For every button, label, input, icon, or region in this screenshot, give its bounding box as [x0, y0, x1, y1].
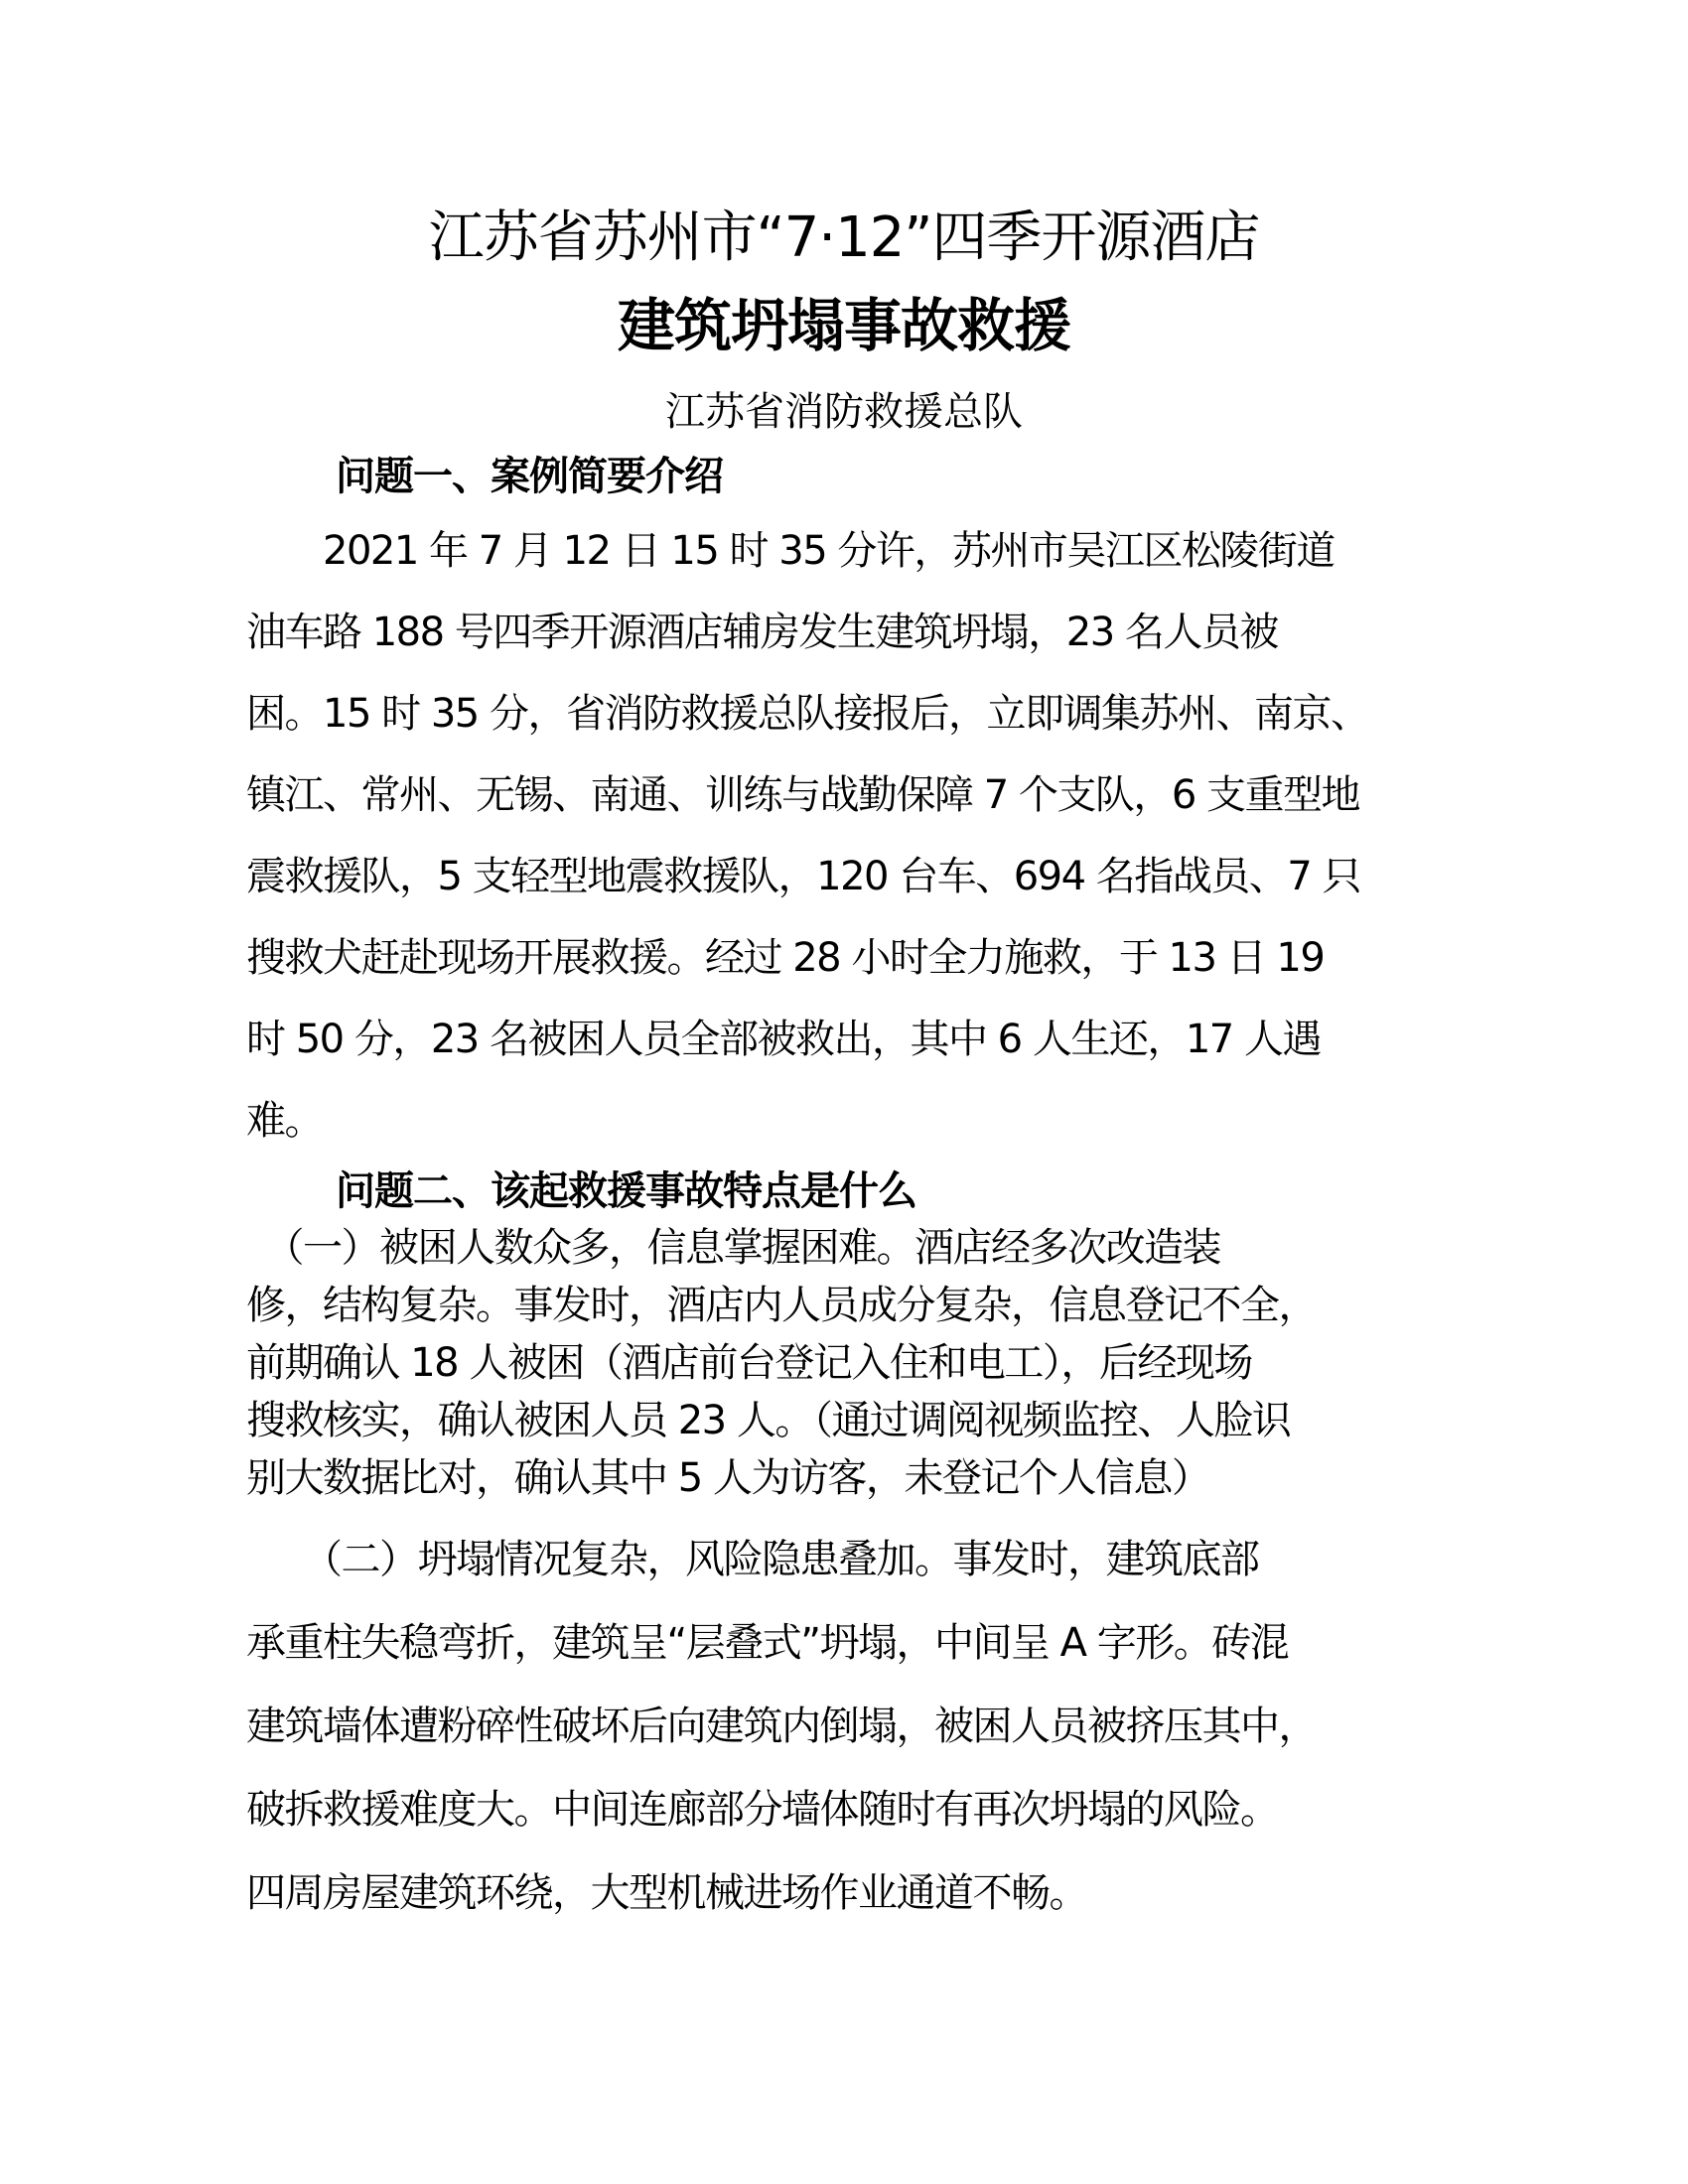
section-2-sub-2-line-3: 建筑墙体遭粉碎性破坏后向建筑内倒塌，被困人员被挤压其中， — [246, 1704, 1317, 1749]
section-1-line-8: 难。 — [246, 1098, 323, 1144]
section-2-sub-1-line-2: 修，结构复杂。事发时，酒店内人员成分复杂，信息登记不全， — [246, 1283, 1317, 1328]
section-1-line-3: 困。15 时 35 分，省消防救援总队接报后，立即调集苏州、南京、 — [246, 691, 1369, 737]
document-author: 江苏省消防救援总队 — [665, 389, 1023, 435]
section-2-heading: 问题二、该起救援事故特点是什么 — [336, 1168, 916, 1214]
section-1-line-2: 油车路 188 号四季开源酒店辅房发生建筑坍塌，23 名人员被 — [246, 610, 1278, 655]
section-2-sub-2-line-4: 破拆救援难度大。中间连廊部分墙体随时有再次坍塌的风险。 — [246, 1787, 1279, 1833]
section-1-line-7: 时 50 分，23 名被困人员全部被救出，其中 6 人生还，17 人遇 — [246, 1017, 1321, 1062]
section-1-line-5: 震救援队，5 支轻型地震救援队，120 台车、694 名指战员、7 只 — [246, 854, 1360, 899]
section-1-line-1: 2021 年 7 月 12 日 15 时 35 分许，苏州市吴江区松陵街道 — [246, 528, 1335, 574]
document-title-line1: 江苏省苏州市“7·12”四季开源酒店 — [428, 205, 1260, 270]
document-title-line2: 建筑坍塌事故救援 — [617, 292, 1070, 359]
section-2-sub-1-line-5: 别大数据比对，确认其中 5 人为访客，未登记个人信息） — [246, 1455, 1210, 1501]
section-2-sub-2-line-1: （二）坍塌情况复杂，风险隐患叠加。事发时，建筑底部 — [246, 1537, 1259, 1582]
section-1-heading: 问题一、案例简要介绍 — [336, 454, 723, 499]
section-2-sub-1-line-3: 前期确认 18 人被困（酒店前台登记入住和电工），后经现场 — [246, 1340, 1252, 1386]
section-2-sub-1-line-1: （一）被困人数众多，信息掌握困难。酒店经多次改造装 — [246, 1225, 1220, 1271]
section-1-line-4: 镇江、常州、无锡、南通、训练与战勤保障 7 个支队，6 支重型地 — [246, 772, 1360, 818]
section-2-sub-1-line-4: 搜救核实，确认被困人员 23 人。（通过调阅视频监控、人脸识 — [246, 1398, 1291, 1443]
section-1-line-6: 搜救犬赶赴现场开展救援。经过 28 小时全力施救，于 13 日 19 — [246, 935, 1325, 981]
section-2-sub-2-line-5: 四周房屋建筑环绕，大型机械进场作业通道不畅。 — [246, 1870, 1087, 1916]
section-2-sub-2-line-2: 承重柱失稳弯折，建筑呈“层叠式”坍塌，中间呈 A 字形。砖混 — [246, 1620, 1289, 1666]
